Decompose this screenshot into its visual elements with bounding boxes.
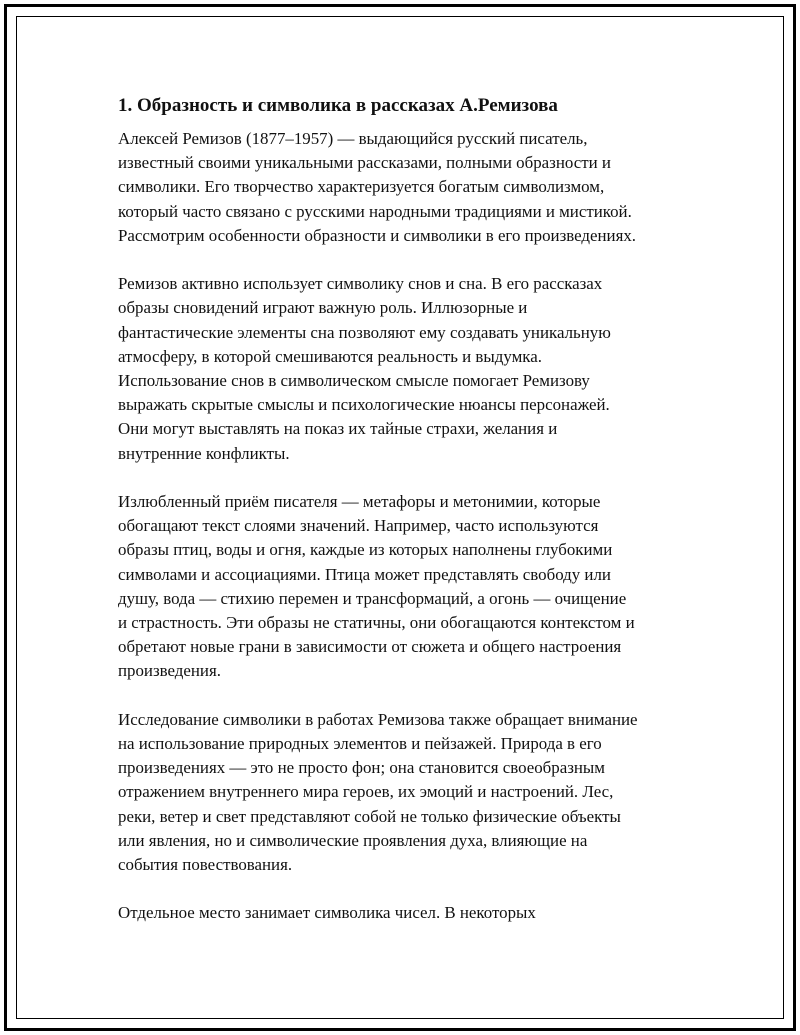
paragraph-list <box>118 127 698 926</box>
paragraph-line: произведения. <box>118 661 221 681</box>
paragraph-line: или явления, но и символические проявления духа, влияющие на <box>118 830 588 850</box>
paragraph-line: который часто связано с русскими народными традициями и мистикой. <box>118 201 632 221</box>
paragraph <box>118 901 698 925</box>
paragraph-line: образы сновидений играют важную роль. Иллюзорные и <box>118 298 528 318</box>
paragraph-line: отражением внутреннего мира героев, их эмоций и настроений. Лес, <box>118 782 614 802</box>
paragraph-line: реки, ветер и свет представляют собой не только физические объекты <box>118 806 621 826</box>
paragraph-line: фантастические элементы сна позволяют ему создавать уникальную <box>118 322 611 342</box>
paragraph <box>118 490 698 684</box>
paragraph-line: Алексей Ремизов (1877–1957) — выдающийся русский писатель, <box>118 129 588 148</box>
paragraph-line: известный своими уникальными рассказами, полными образности и <box>118 153 611 173</box>
paragraph-line: обогащают текст слоями значений. Например, часто используются <box>118 516 599 536</box>
paragraph-line: Исследование символики в работах Ремизова также обращает внимание <box>118 709 638 729</box>
paragraph-line: Отдельное место занимает символика чисел. В некоторых <box>118 903 536 923</box>
section-title: 1. Образность и символика в рассказах А.Ремизова <box>118 95 558 116</box>
paragraph-line: символики. Его творчество характеризуется богатым символизмом, <box>118 177 605 197</box>
paragraph-line: выражать скрытые смыслы и психологические нюансы персонажей. <box>118 395 610 415</box>
paragraph-line: обретают новые грани в зависимости от сюжета и общего настроения <box>118 637 622 657</box>
paragraph-line: Ремизов активно использует символику снов и сна. В его рассказах <box>118 274 603 294</box>
paragraph-line: образы птиц, воды и огня, каждые из которых наполнены глубокими <box>118 540 613 560</box>
paragraph-line: и страстность. Эти образы не статичны, они обогащаются контекстом и <box>118 613 635 633</box>
paragraph-line: душу, вода — стихию перемен и трансформаций, а огонь — очищение <box>118 588 627 608</box>
paragraph-line: внутренние конфликты. <box>118 443 290 463</box>
paragraph-line: атмосферу, в которой смешиваются реальность и выдумка. <box>118 346 542 366</box>
paragraph-line: Рассмотрим особенности образности и символики в его произведениях. <box>118 225 637 245</box>
paragraph-line: символами и ассоциациями. Птица может представлять свободу или <box>118 564 611 584</box>
paragraph <box>118 272 698 466</box>
paragraph-line: произведениях — это не просто фон; она становится своеобразным <box>118 758 605 778</box>
paragraph-line: на использование природных элементов и пейзажей. Природа в его <box>118 734 602 754</box>
paragraph <box>118 708 698 877</box>
paragraph-line: события повествования. <box>118 855 293 875</box>
paragraph-line: Они могут выставлять на показ их тайные страхи, желания и <box>118 419 558 439</box>
paragraph-line: Излюбленный приём писателя — метафоры и метонимии, которые <box>118 492 601 512</box>
paragraph <box>118 127 698 248</box>
paragraph-line: Использование снов в символическом смысле помогает Ремизову <box>118 371 590 391</box>
document-body <box>118 93 698 950</box>
